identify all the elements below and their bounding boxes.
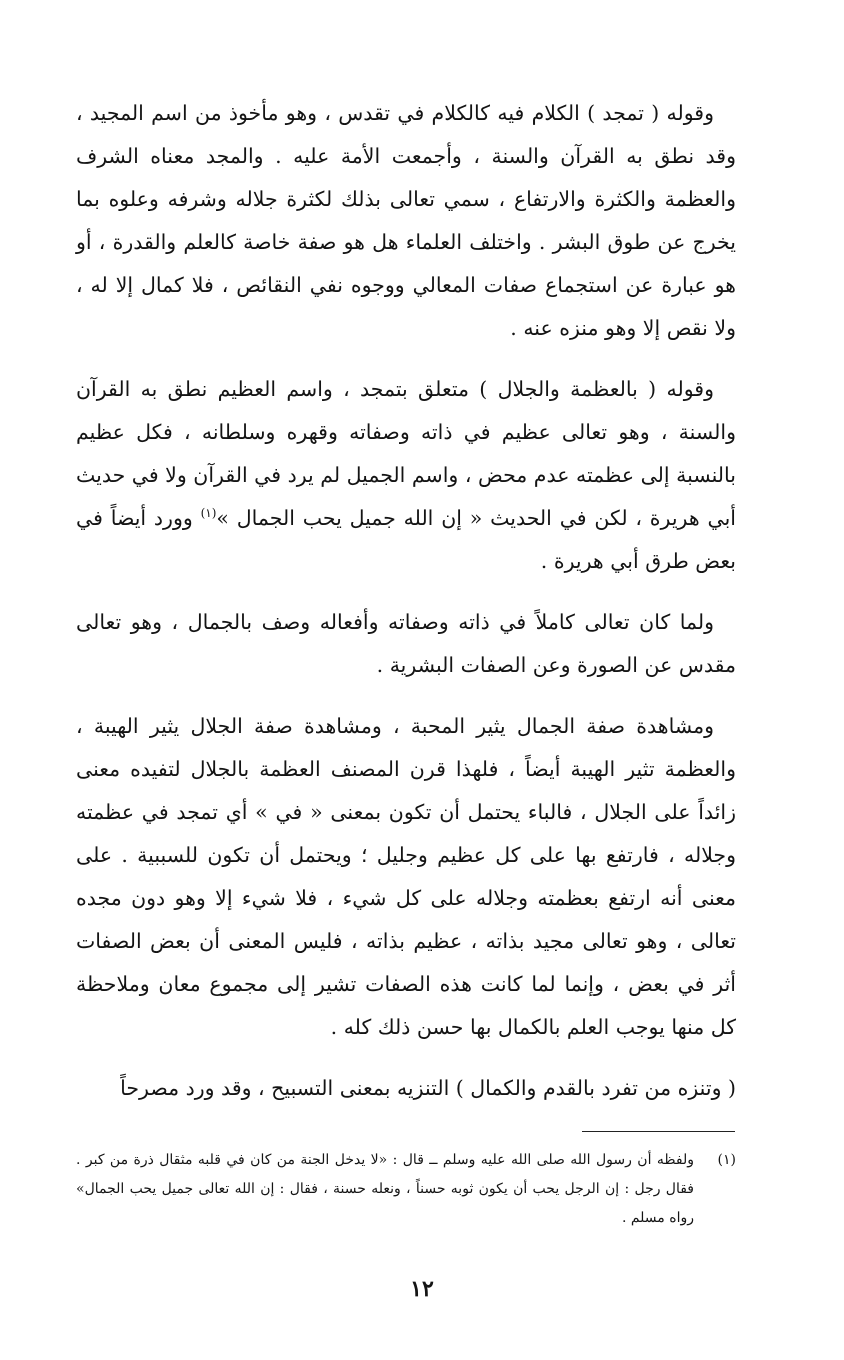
paragraph-1: وقوله ( تمجد ) الكلام فيه كالكلام في تقدس ، وهو مأخوذ من اسم المجيد ، وقد نطق به القرآن والسنة ، وأجمعت الأمة عليه . والمجد معناه الشرف والعظمة والكثرة والارتفاع ، سمي تعالى بذلك لكثرة جلاله وشرفه وعلوه بما يخرج عن طوق البشر . واختلف العلماء هل هو صفة خاصة كالعلم والقدرة ، أو هو عبارة عن استجماع صفات المعالي ووجوه نفي النقائص ، فلا كمال إلا له ، ولا نقص إلا وهو منزه عنه .: [76, 101, 736, 340]
paragraph-3: ولما كان تعالى كاملاً في ذاته وصفاته وأفعاله وصف بالجمال ، وهو تعالى مقدس عن الصورة وعن الصفات البشرية .: [76, 610, 736, 677]
main-text: [76, 92, 736, 1128]
paragraph-2: [76, 368, 736, 583]
footnote-reference-1: (١): [200, 506, 217, 521]
footnote-separator: [582, 1131, 735, 1132]
footnote-1: [76, 1146, 736, 1233]
paragraph-2-text-before-ref: وقوله ( بالعظمة والجلال ) متعلق بتمجد ، واسم العظيم نطق به القرآن والسنة ، وهو تعالى عظيم في ذاته وصفاته وقهره وسلطانه ، فكل عظيم بالنسبة إلى عظمته عدم محض ، واسم الجميل لم يرد في القرآن ولا في حديث أبي هريرة ، لكن في الحديث « إن الله جميل يحب الجمال »: [75, 377, 736, 530]
footnote-text: ولفظه أن رسول الله صلى الله عليه وسلم ــ قال : «لا يدخل الجنة من كان في قلبه مثقال ذرة من كبر . فقال رجل : إن الرجل يحب أن يكون ثوبه حسناً ، ونعله حسنة ، فقال : إن الله تعالى جميل يحب الجمال» رواه مسلم .: [76, 1152, 694, 1226]
footnote-number: (١): [717, 1152, 736, 1168]
paragraph-2-text-after-ref: وورد أيضاً في بعض طرق أبي هريرة .: [76, 506, 736, 573]
page-number: ١٢: [410, 1276, 434, 1302]
paragraph-5: ( وتنزه من تفرد بالقدم والكمال ) التنزيه بمعنى التسبيح ، وقد ورد مصرحاً: [120, 1076, 736, 1100]
footnotes: [76, 1146, 736, 1233]
paragraph-4: ومشاهدة صفة الجمال يثير المحبة ، ومشاهدة صفة الجلال يثير الهيبة ، والعظمة تثير الهيبة أيضاً ، فلهذا قرن المصنف العظمة بالجلال لتفيده معنى زائداً على الجلال ، فالباء يحتمل أن تكون بمعنى « في » أي تمجد في عظمته وجلاله ، فارتفع بها على كل عظيم وجليل ؛ ويحتمل أن تكون للسببية . على معنى أنه ارتفع بعظمته وجلاله على كل شيء ، فلا شيء إلا وهو دون مجده تعالى ، وهو تعالى مجيد بذاته ، عظيم بذاته ، فليس المعنى أن بعض الصفات أثر في بعض ، وإنما لما كانت هذه الصفات تشير إلى مجموع معان وملاحظة كل منها يوجب العلم بالكمال بها حسن ذلك كله .: [76, 714, 736, 1039]
